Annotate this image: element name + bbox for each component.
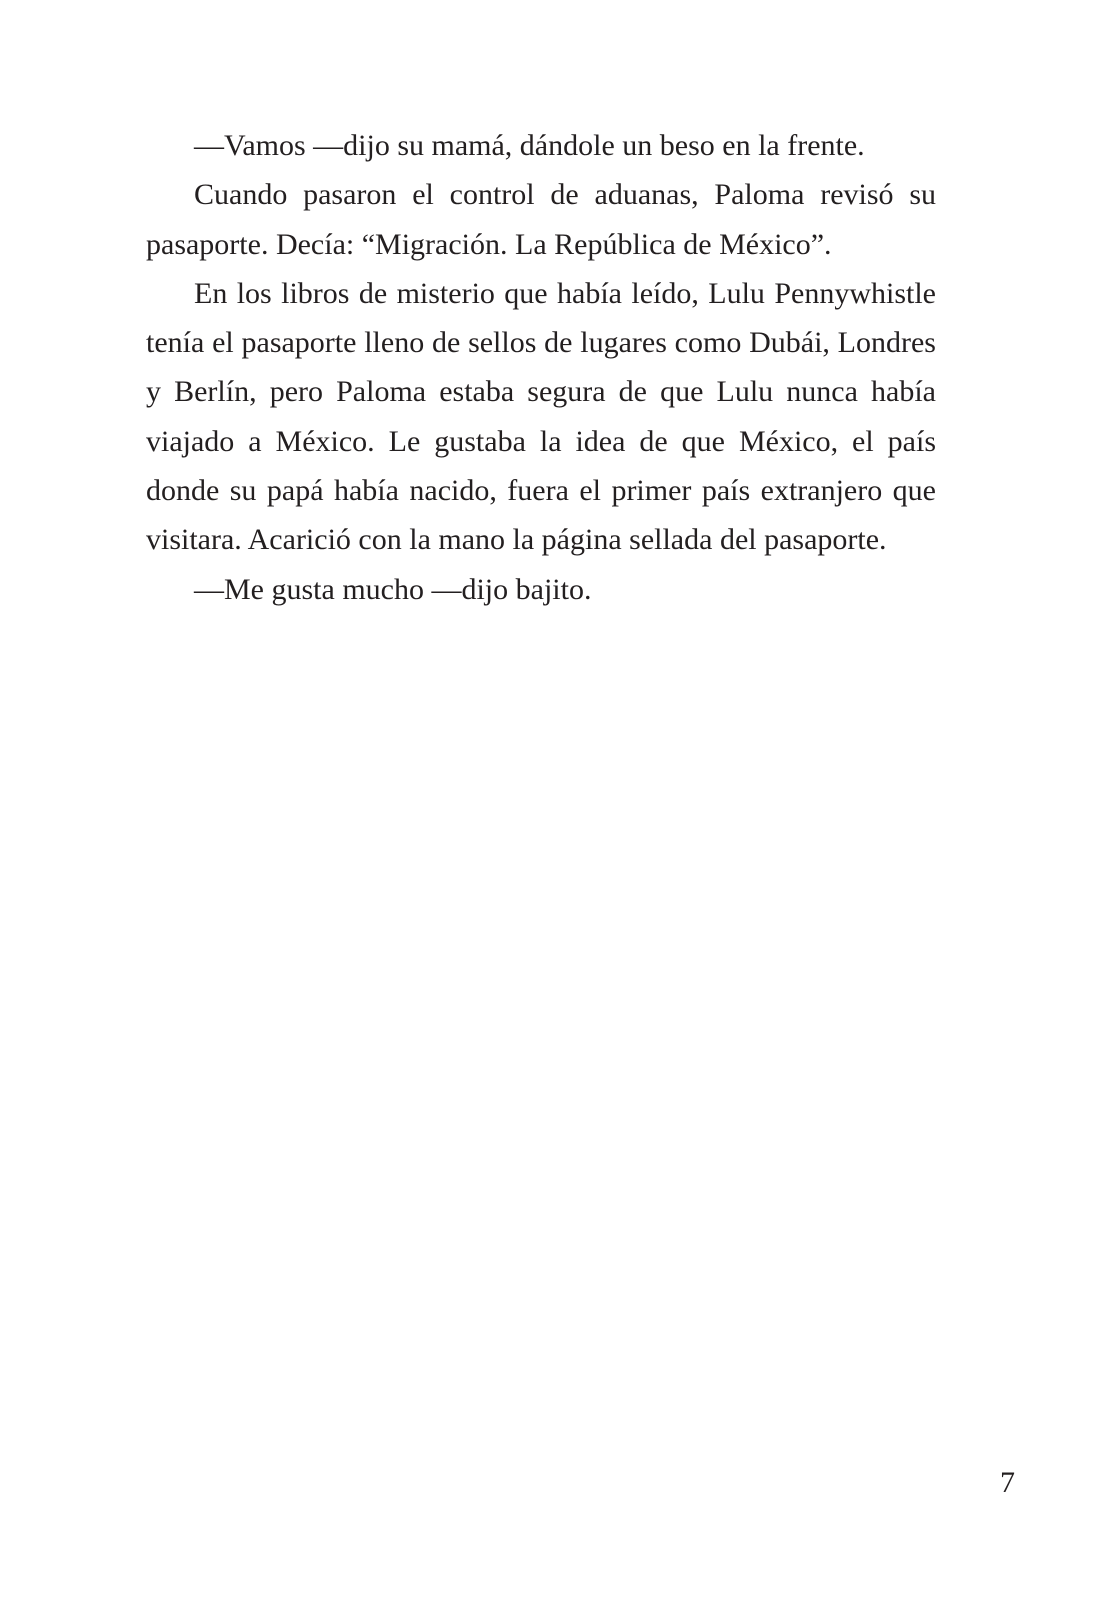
paragraph-1: —Vamos —dijo su mamá, dándole un beso en la frente. [194,129,865,162]
paragraph-2: Cuando pasaron el control de aduanas, Paloma revisó su pasaporte. Decía: “Migración. La República de México”. [146,178,936,261]
paragraph-4: —Me gusta mucho —dijo bajito. [194,572,592,606]
paragraph-3: En los libros de misterio que había leído, Lulu Pennywhistle tenía el pasaporte lleno de sellos de lugares como Dubái, Londres y Berlín, pero Paloma estaba segura de que Lulu nunca había viajado a México. Le gustaba la idea de que México, el país donde su papá había nacido, fuera el primer país extranjero que visitara. Acarició con la mano la página sellada del pasaporte. [146,276,936,557]
page-number: 7 [1000,1466,1015,1499]
body-text [146,121,936,614]
